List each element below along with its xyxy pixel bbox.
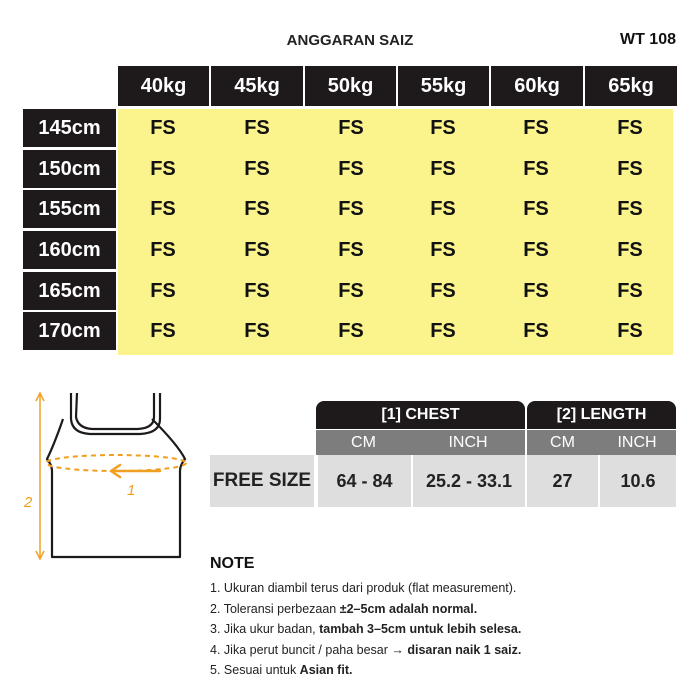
size-cell: FS: [244, 116, 270, 139]
size-cell: FS: [523, 197, 549, 220]
size-cell: FS: [150, 157, 176, 180]
size-cell: FS: [150, 197, 176, 220]
weight-header-60: 60kg: [491, 66, 583, 106]
size-cell: FS: [523, 319, 549, 342]
height-header-155: 155cm: [23, 190, 116, 228]
weight-header-50: 50kg: [305, 66, 396, 106]
size-cell: FS: [338, 157, 364, 180]
note-item: 2. Toleransi perbezaan ±2–5cm adalah normal.: [210, 601, 478, 616]
size-cell: FS: [244, 197, 270, 220]
size-chart-body: [118, 109, 673, 355]
note-item: 1. Ukuran diambil terus dari produk (flat measurement).: [210, 581, 517, 595]
weight-header-65: 65kg: [585, 66, 677, 106]
chest-inch-header: INCH: [411, 430, 525, 455]
length-cm-value: 27: [527, 455, 598, 507]
size-cell: FS: [338, 238, 364, 261]
size-cell: FS: [617, 116, 643, 139]
size-cell: FS: [150, 279, 176, 302]
chest-cm-value: 64 - 84: [316, 455, 411, 507]
size-cell: FS: [430, 238, 456, 261]
size-cell: FS: [617, 157, 643, 180]
size-cell: FS: [430, 116, 456, 139]
chest-cm-header: CM: [316, 430, 411, 455]
height-header-165: 165cm: [23, 272, 116, 310]
length-inch-value: 10.6: [598, 455, 676, 507]
size-cell: FS: [617, 238, 643, 261]
size-cell: FS: [338, 279, 364, 302]
page-title: ANGGARAN SAIZ: [286, 32, 414, 49]
chest-header: [1] CHEST: [316, 401, 525, 429]
height-header-150: 150cm: [23, 150, 116, 188]
chest-arrow-icon: [111, 465, 160, 477]
height-header-145: 145cm: [23, 109, 116, 147]
length-cm-header: CM: [527, 430, 598, 455]
length-header: [2] LENGTH: [527, 401, 676, 429]
size-cell: FS: [430, 319, 456, 342]
note-item: 5. Sesuai untuk Asian fit.: [210, 663, 353, 677]
notes-title: NOTE: [210, 555, 255, 572]
size-cell: FS: [430, 197, 456, 220]
length-arrow-icon: [36, 393, 44, 559]
size-cell: FS: [150, 238, 176, 261]
size-cell: FS: [523, 157, 549, 180]
size-cell: FS: [617, 319, 643, 342]
size-cell: FS: [150, 319, 176, 342]
size-cell: FS: [430, 157, 456, 180]
weight-header-45: 45kg: [211, 66, 303, 106]
height-header-170: 170cm: [23, 312, 116, 350]
notes-list: [210, 578, 521, 681]
size-cell: FS: [523, 116, 549, 139]
size-cell: FS: [617, 279, 643, 302]
weight-header-40: 40kg: [118, 66, 209, 106]
size-cell: FS: [338, 116, 364, 139]
chest-inch-value: 25.2 - 33.1: [411, 455, 525, 507]
height-header-160: 160cm: [23, 231, 116, 269]
length-inch-header: INCH: [598, 430, 676, 455]
weight-header-55: 55kg: [398, 66, 489, 106]
note-item: 3. Jika ukur badan, tambah 3–5cm untuk lebih selesa.: [210, 622, 522, 636]
length-label: 2: [24, 494, 33, 511]
size-cell: FS: [338, 319, 364, 342]
free-size-label: FREE SIZE: [210, 455, 314, 507]
size-cell: FS: [244, 238, 270, 261]
size-cell: FS: [244, 319, 270, 342]
size-cell: FS: [244, 157, 270, 180]
chest-label: 1: [127, 482, 136, 499]
size-cell: FS: [430, 279, 456, 302]
size-cell: FS: [244, 279, 270, 302]
size-cell: FS: [523, 238, 549, 261]
product-code: WT 108: [619, 31, 676, 48]
note-item: 4. Jika perut buncit / paha besar → disaran naik 1 saiz.: [210, 642, 522, 657]
tank-top-diagram: [20, 385, 200, 570]
size-cell: FS: [150, 116, 176, 139]
size-cell: FS: [523, 279, 549, 302]
size-cell: FS: [617, 197, 643, 220]
size-cell: FS: [338, 197, 364, 220]
